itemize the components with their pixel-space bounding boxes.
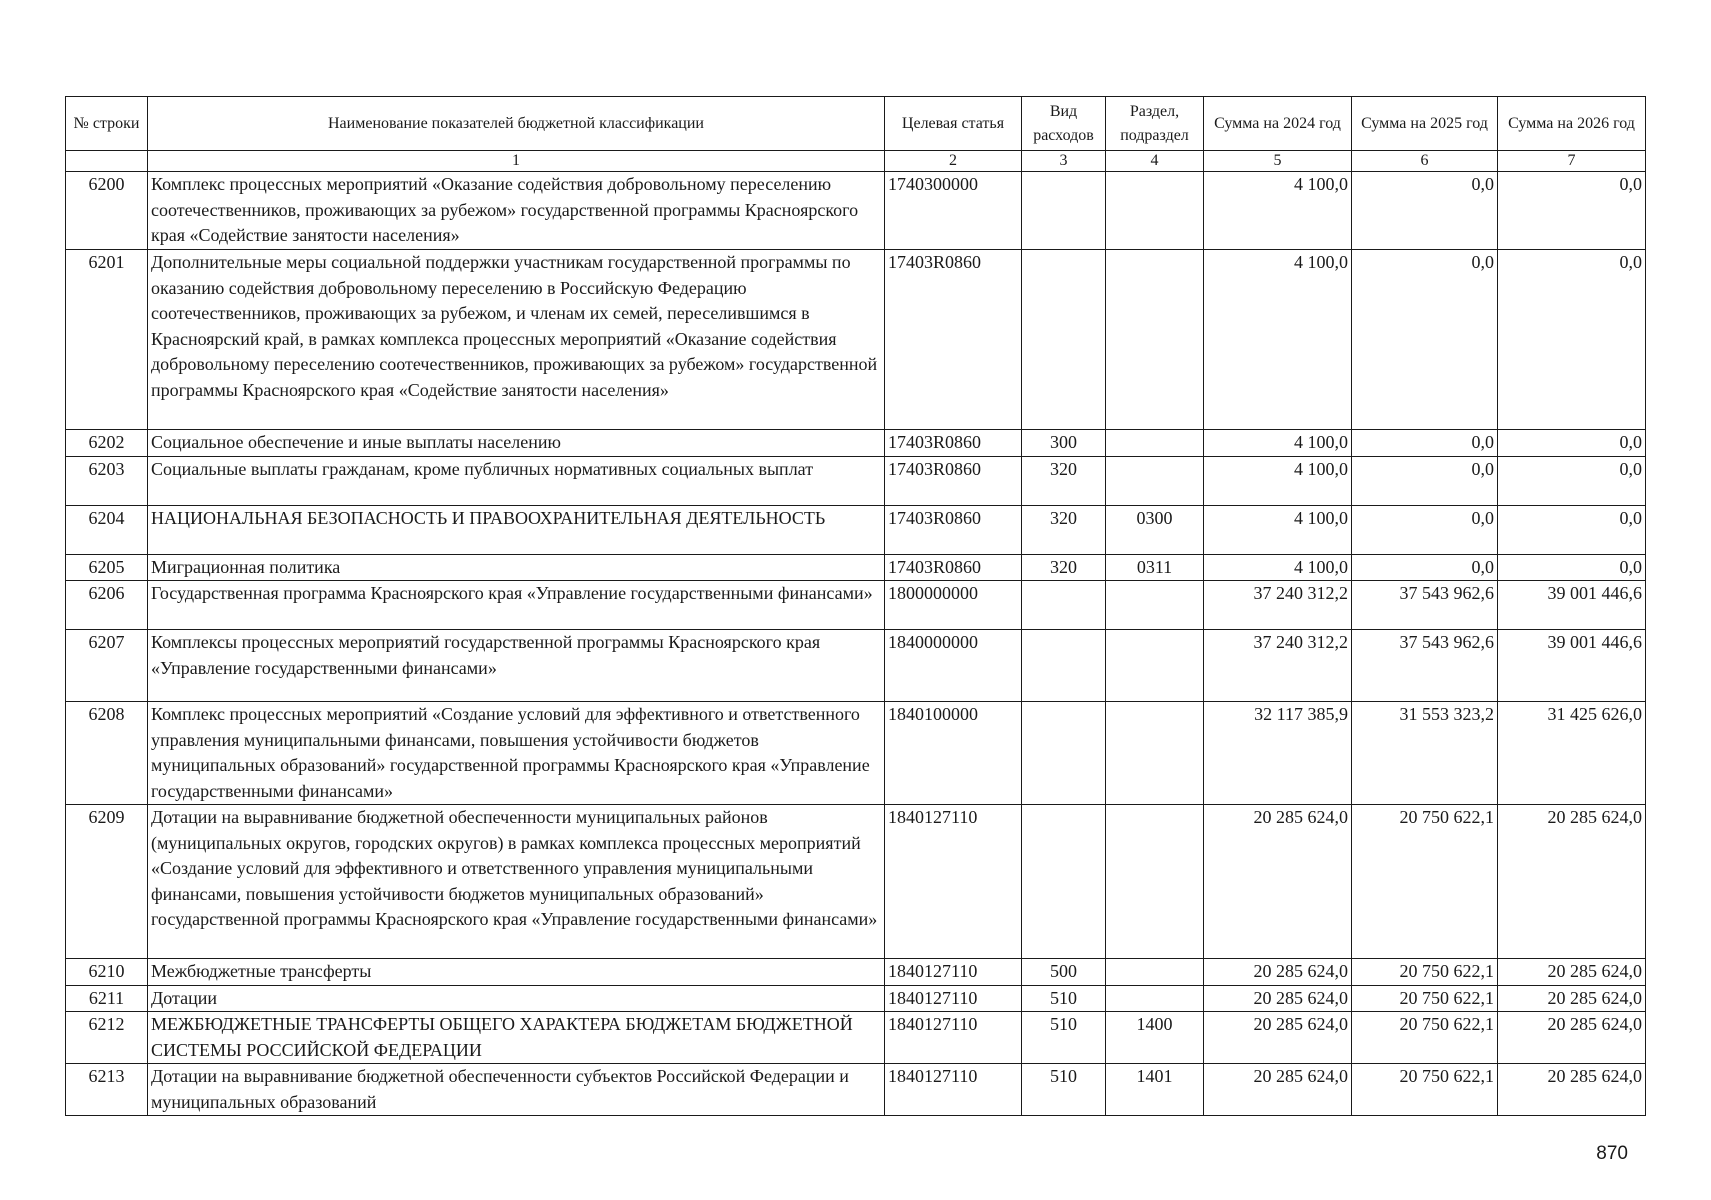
column-number: 7 [1498,151,1646,172]
row-number: 6203 [66,456,148,505]
target-article: 1840100000 [885,702,1022,805]
sum-2024: 37 240 312,2 [1204,581,1352,630]
section-code: 1401 [1106,1064,1204,1116]
target-article: 17403R0860 [885,250,1022,430]
table-row [66,1012,1646,1064]
column-number: 4 [1106,151,1204,172]
table-row [66,505,1646,554]
expense-kind: 320 [1022,456,1106,505]
target-article: 1740300000 [885,172,1022,250]
table-row [66,581,1646,630]
sum-2026: 0,0 [1498,250,1646,430]
row-number: 6211 [66,985,148,1012]
sum-2024: 20 285 624,0 [1204,959,1352,986]
table-body [66,172,1646,1116]
column-number: 6 [1352,151,1498,172]
sum-2026: 0,0 [1498,456,1646,505]
header-target-article: Целевая статья [885,97,1022,151]
column-number-empty [66,151,148,172]
row-number: 6208 [66,702,148,805]
expense-kind [1022,581,1106,630]
section-code [1106,172,1204,250]
expense-kind: 300 [1022,430,1106,457]
expense-kind [1022,702,1106,805]
sum-2024: 20 285 624,0 [1204,1012,1352,1064]
row-number: 6209 [66,805,148,959]
indicator-name: Комплексы процессных мероприятий государственной программы Красноярского края «Управление государственными финансами» [148,630,885,702]
table-row [66,250,1646,430]
row-number: 6206 [66,581,148,630]
indicator-name: Государственная программа Красноярского края «Управление государственными финансами» [148,581,885,630]
row-number: 6200 [66,172,148,250]
table-row [66,172,1646,250]
sum-2025: 0,0 [1352,250,1498,430]
row-number: 6212 [66,1012,148,1064]
indicator-name: МЕЖБЮДЖЕТНЫЕ ТРАНСФЕРТЫ ОБЩЕГО ХАРАКТЕРА БЮДЖЕТАМ БЮДЖЕТНОЙ СИСТЕМЫ РОССИЙСКОЙ ФЕДЕРАЦИИ [148,1012,885,1064]
table-row [66,985,1646,1012]
row-number: 6207 [66,630,148,702]
header-row-number: № строки [66,97,148,151]
section-code [1106,805,1204,959]
section-code [1106,630,1204,702]
sum-2024: 4 100,0 [1204,554,1352,581]
sum-2024: 4 100,0 [1204,430,1352,457]
indicator-name: Дотации на выравнивание бюджетной обеспеченности муниципальных районов (муниципальных округов, городских округов) в рамках комплекса процессных мероприятий «Создание условий для эффективного и ответственного управления муниципальными финансами, повышения устойчивости бюджетов муниципальных образований» государственной программы Красноярского края «Управление государственными финансами» [148,805,885,959]
table-row [66,630,1646,702]
expense-kind: 500 [1022,959,1106,986]
column-number-row [66,151,1646,172]
column-number: 5 [1204,151,1352,172]
sum-2025: 37 543 962,6 [1352,630,1498,702]
target-article: 1840127110 [885,985,1022,1012]
expense-kind: 510 [1022,985,1106,1012]
table-row [66,702,1646,805]
sum-2024: 32 117 385,9 [1204,702,1352,805]
sum-2026: 20 285 624,0 [1498,1064,1646,1116]
section-code [1106,985,1204,1012]
row-number: 6202 [66,430,148,457]
sum-2024: 4 100,0 [1204,172,1352,250]
header-sum-2025: Сумма на 2025 год [1352,97,1498,151]
column-number: 3 [1022,151,1106,172]
expense-kind: 510 [1022,1012,1106,1064]
target-article: 1800000000 [885,581,1022,630]
sum-2026: 0,0 [1498,172,1646,250]
expense-kind: 320 [1022,505,1106,554]
target-article: 1840127110 [885,805,1022,959]
sum-2025: 0,0 [1352,172,1498,250]
target-article: 17403R0860 [885,505,1022,554]
indicator-name: Социальное обеспечение и иные выплаты населению [148,430,885,457]
sum-2025: 20 750 622,1 [1352,959,1498,986]
expense-kind [1022,250,1106,430]
table-row [66,430,1646,457]
sum-2024: 4 100,0 [1204,456,1352,505]
target-article: 1840127110 [885,1012,1022,1064]
sum-2025: 0,0 [1352,430,1498,457]
row-number: 6213 [66,1064,148,1116]
sum-2024: 37 240 312,2 [1204,630,1352,702]
section-code [1106,581,1204,630]
expense-kind: 510 [1022,1064,1106,1116]
section-code [1106,702,1204,805]
table-row [66,456,1646,505]
sum-2025: 20 750 622,1 [1352,805,1498,959]
indicator-name: Дотации на выравнивание бюджетной обеспеченности субъектов Российской Федерации и муниципальных образований [148,1064,885,1116]
column-number: 1 [148,151,885,172]
sum-2024: 20 285 624,0 [1204,985,1352,1012]
section-code: 1400 [1106,1012,1204,1064]
table-row [66,1064,1646,1116]
section-code [1106,959,1204,986]
sum-2025: 20 750 622,1 [1352,985,1498,1012]
sum-2026: 20 285 624,0 [1498,985,1646,1012]
sum-2025: 0,0 [1352,505,1498,554]
target-article: 17403R0860 [885,456,1022,505]
indicator-name: Дотации [148,985,885,1012]
section-code [1106,430,1204,457]
row-number: 6210 [66,959,148,986]
row-number: 6201 [66,250,148,430]
indicator-name: Дополнительные меры социальной поддержки участникам государственной программы по оказанию содействия добровольному переселению в Российскую Федерацию соотечественников, проживающих за рубежом, и членам их семей, переселившимся в Красноярский край, в рамках комплекса процессных мероприятий «Оказание содействия добровольному переселению соотечественников, проживающих за рубежом» государственной программы Красноярского края «Содействие занятости населения» [148,250,885,430]
indicator-name: Комплекс процессных мероприятий «Создание условий для эффективного и ответственного управления муниципальными финансами, повышения устойчивости бюджетов муниципальных образований» государственной программы Красноярского края «Управление государственными финансами» [148,702,885,805]
target-article: 1840127110 [885,1064,1022,1116]
indicator-name: Комплекс процессных мероприятий «Оказание содействия добровольному переселению соотечественников, проживающих за рубежом» государственной программы Красноярского края «Содействие занятости населения» [148,172,885,250]
expense-kind [1022,805,1106,959]
table-row [66,554,1646,581]
expense-kind [1022,630,1106,702]
page-number: 870 [1596,1143,1628,1164]
sum-2025: 0,0 [1352,554,1498,581]
sum-2026: 31 425 626,0 [1498,702,1646,805]
sum-2026: 0,0 [1498,505,1646,554]
sum-2025: 31 553 323,2 [1352,702,1498,805]
target-article: 17403R0860 [885,430,1022,457]
expense-kind: 320 [1022,554,1106,581]
column-number: 2 [885,151,1022,172]
indicator-name: НАЦИОНАЛЬНАЯ БЕЗОПАСНОСТЬ И ПРАВООХРАНИТЕЛЬНАЯ ДЕЯТЕЛЬНОСТЬ [148,505,885,554]
sum-2026: 0,0 [1498,430,1646,457]
budget-table [65,96,1646,1116]
sum-2025: 0,0 [1352,456,1498,505]
indicator-name: Межбюджетные трансферты [148,959,885,986]
target-article: 1840127110 [885,959,1022,986]
sum-2026: 39 001 446,6 [1498,581,1646,630]
sum-2025: 20 750 622,1 [1352,1012,1498,1064]
target-article: 1840000000 [885,630,1022,702]
section-code: 0300 [1106,505,1204,554]
row-number: 6204 [66,505,148,554]
indicator-name: Миграционная политика [148,554,885,581]
sum-2026: 0,0 [1498,554,1646,581]
section-code [1106,456,1204,505]
indicator-name: Социальные выплаты гражданам, кроме публичных нормативных социальных выплат [148,456,885,505]
row-number: 6205 [66,554,148,581]
header-expense-kind: Вид расходов [1022,97,1106,151]
header-row [66,97,1646,151]
sum-2024: 20 285 624,0 [1204,1064,1352,1116]
header-name: Наименование показателей бюджетной классификации [148,97,885,151]
header-sum-2024: Сумма на 2024 год [1204,97,1352,151]
sum-2024: 4 100,0 [1204,505,1352,554]
target-article: 17403R0860 [885,554,1022,581]
header-sum-2026: Сумма на 2026 год [1498,97,1646,151]
section-code: 0311 [1106,554,1204,581]
sum-2026: 20 285 624,0 [1498,1012,1646,1064]
sum-2026: 20 285 624,0 [1498,959,1646,986]
sum-2025: 20 750 622,1 [1352,1064,1498,1116]
section-code [1106,250,1204,430]
header-section: Раздел, подраздел [1106,97,1204,151]
sum-2026: 39 001 446,6 [1498,630,1646,702]
sum-2024: 20 285 624,0 [1204,805,1352,959]
sum-2026: 20 285 624,0 [1498,805,1646,959]
sum-2024: 4 100,0 [1204,250,1352,430]
expense-kind [1022,172,1106,250]
sum-2025: 37 543 962,6 [1352,581,1498,630]
table-row [66,805,1646,959]
table-row [66,959,1646,986]
